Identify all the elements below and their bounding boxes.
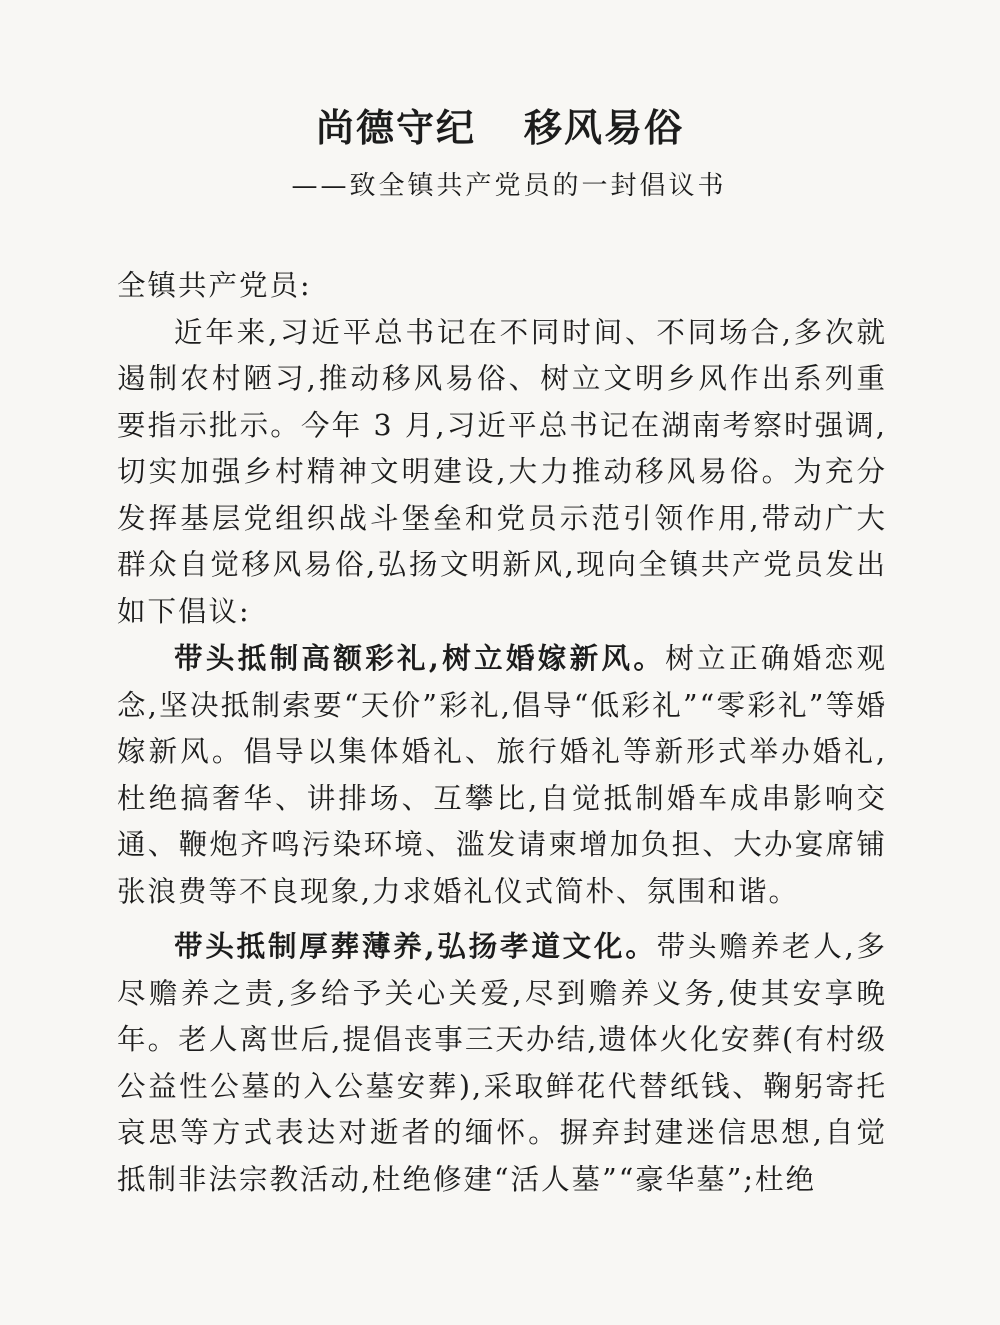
document-title (0, 103, 1000, 153)
section-text-1: 树立正确婚恋观念,坚决抵制索要“天价”彩礼,倡导“低彩礼”“零彩礼”等婚嫁新风。倡导以集体婚礼、旅行婚礼等新形式举办婚礼,杜绝搞奢华、讲排场、互攀比,自觉抵制婚车成串影响交通、鞭炮齐鸣污染环境、滥发请柬增加负担、大办宴席铺张浪费等不良现象,力求婚礼仪式简朴、氛围和谐。 (117, 642, 887, 908)
title-part-2: 移风易俗 (524, 105, 685, 150)
intro-paragraph: 近年来,习近平总书记在不同时间、不同场合,多次就遏制农村陋习,推动移风易俗、树立文明乡风作出系列重要指示批示。今年 3 月,习近平总书记在湖南考察时强调,切实加强乡村精神文明建设,大力推动移风易俗。为充分发挥基层党组织战斗堡垒和党员示范引领作用,带动广大群众自觉移风易俗,弘扬文明新风,现向全镇共产党员发出如下倡议: (117, 315, 887, 628)
section-paragraph-1 (117, 635, 887, 915)
salutation: 全镇共产党员: (117, 269, 312, 302)
section-paragraph-2 (117, 923, 887, 1203)
document-subtitle: ——致全镇共产党员的一封倡议书 (291, 171, 727, 201)
section-text-2: 带头赡养老人,多尽赡养之责,多给予关心关爱,尽到赡养义务,使其安享晚年。老人离世后,提倡丧事三天办结,遗体火化安葬(有村级公益性公墓的入公墓安葬),采取鲜花代替纸钱、鞠躬寄托哀思等方式表达对逝者的缅怀。摒弃封建迷信思想,自觉抵制非法宗教活动,杜绝修建“活人墓”“豪华墓”;杜绝 (117, 930, 887, 1196)
title-part-1: 尚德守纪 (315, 105, 476, 150)
section-heading-2: 带头抵制厚葬薄养,弘扬孝道文化。 (174, 929, 657, 963)
document-body (117, 263, 887, 1203)
section-heading-1: 带头抵制高额彩礼,树立婚嫁新风。 (174, 641, 666, 675)
